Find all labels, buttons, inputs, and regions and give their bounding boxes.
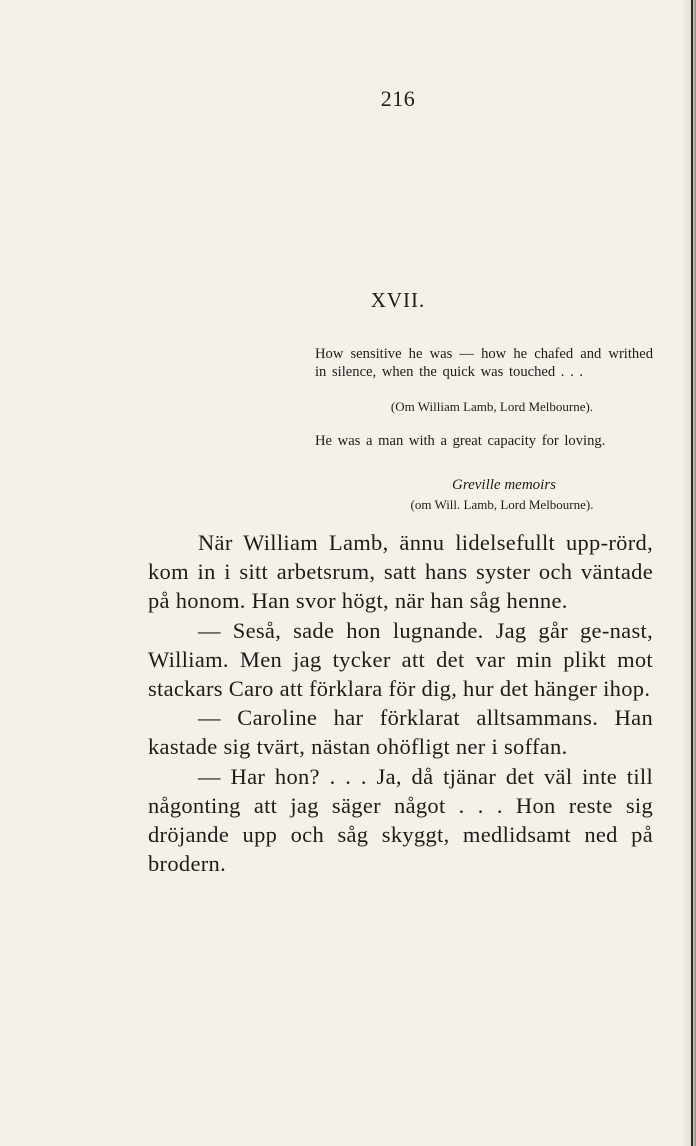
epigraph-2-attribution: (om Will. Lamb, Lord Melbourne). <box>410 497 594 512</box>
paragraph-1: När William Lamb, ännu lidelsefullt upp-rörd, kom in i sitt arbetsrum, satt hans syster och väntade på honom. Han svor högt, när han såg henne. <box>148 530 653 614</box>
epigraph-2-text: He was a man with a great capacity for loving. <box>315 433 606 449</box>
page-edge <box>682 0 696 1146</box>
epigraph-1-attribution: (Om William Lamb, Lord Melbourne). <box>390 399 594 414</box>
epigraph-1-text: How sensitive he was — how he chafed and writhed in silence, when the quick was touched . . . <box>315 346 653 380</box>
body-text <box>148 528 653 878</box>
page-edge-line <box>691 0 693 1146</box>
epigraph-2-source-title: Greville memoirs <box>451 477 556 493</box>
paragraph-3: — Caroline har förklarat alltsammans. Han kastade sig tvärt, nästan ohöfligt ner i soffan. <box>148 705 653 760</box>
chapter-title: XVII. <box>370 288 426 312</box>
page-number: 216 <box>380 86 416 111</box>
paragraph-4: — Har hon? . . . Ja, då tjänar det väl inte till någonting att jag säger något . . . Hon reste sig dröjande upp och såg skyggt, medlidsamt ned på brodern. <box>148 763 653 877</box>
paragraph-2: — Seså, sade hon lugnande. Jag går ge-nast, William. Men jag tycker att det var min plikt mot stackars Caro att förklara för dig, hur det hänger ihop. <box>148 617 653 702</box>
